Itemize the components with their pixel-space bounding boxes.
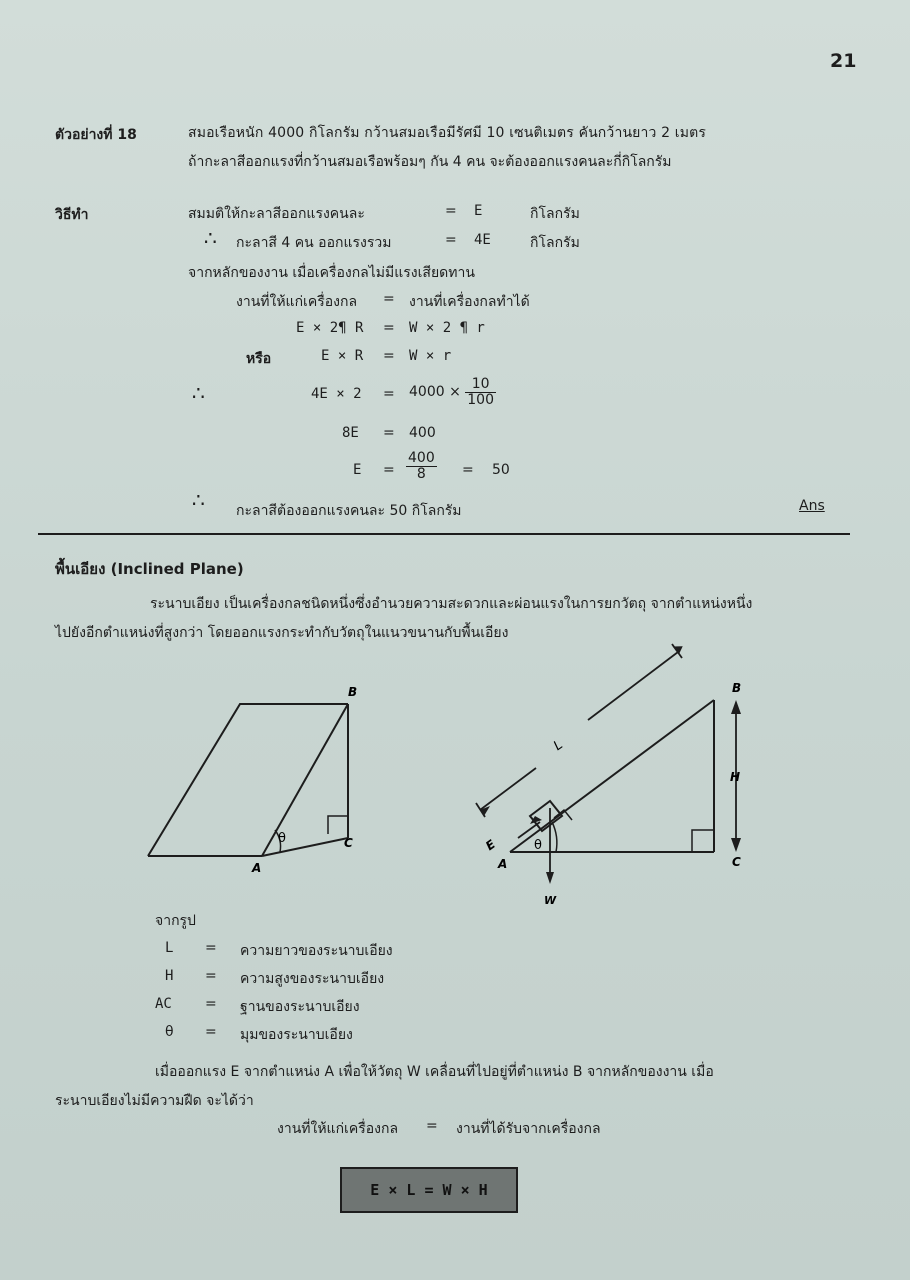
figure2-height-arrowhead-top xyxy=(731,700,741,714)
solution-step-1-text: สมมติให้กะลาสีออกแรงคนละ xyxy=(188,206,365,222)
solution-step-7-right-text: 4000 × xyxy=(409,384,461,401)
solution-step-5-left: E × 2¶ R xyxy=(296,320,364,336)
legend-intro: จากรูป xyxy=(155,913,196,929)
fraction-numerator: 10 xyxy=(465,377,496,393)
legend-eq: = xyxy=(205,940,217,956)
figure2-length-arrowhead-bottom xyxy=(480,806,490,816)
figure2-length-arrow-upper xyxy=(588,652,678,720)
figure2-label-a: A xyxy=(498,857,508,871)
legend-eq: = xyxy=(205,996,217,1012)
figure2-label-e: E xyxy=(483,837,498,854)
solution-step-2-value: 4E xyxy=(474,232,491,248)
therefore-symbol-2: ∴ xyxy=(192,381,205,405)
figure1-label-c: C xyxy=(344,836,353,850)
legend-description: ความสูงของระนาบเอียง xyxy=(240,971,385,987)
figure2-weight-arrowhead xyxy=(546,872,554,884)
figure2-length-arrowhead-top xyxy=(673,642,685,655)
legend-description: มุมของระนาบเอียง xyxy=(240,1027,353,1043)
solution-step-5-right: W × 2 ¶ r xyxy=(409,320,485,336)
or-label: หรือ xyxy=(246,351,272,367)
example-line-2: ถ้ากะลาสีออกแรงที่กว้านสมอเรือพร้อมๆ กัน 4 คน จะต้องออกแรงคนละกี่กิโลกรัม xyxy=(188,154,672,170)
answer-marker: Ans xyxy=(799,498,825,514)
section-title: พื้นเอียง (Inclined Plane) xyxy=(55,560,244,578)
figure2-force-e-arrow-line xyxy=(518,822,540,838)
figure1-ac-line xyxy=(262,838,348,856)
legend-description: ความยาวของระนาบเอียง xyxy=(240,943,393,959)
work-equation-right: งานที่ได้รับจากเครื่องกล xyxy=(456,1121,601,1137)
figure2-angle-arc xyxy=(552,822,557,852)
solution-step-9-eq: = xyxy=(383,462,395,478)
legend-symbol: θ xyxy=(165,1024,174,1040)
solution-step-4-eq: = xyxy=(383,291,395,307)
solution-step-7-right xyxy=(409,377,496,407)
legend-eq: = xyxy=(205,1024,217,1040)
figure2-label-w: W xyxy=(544,894,557,907)
therefore-symbol-3: ∴ xyxy=(192,488,205,512)
solution-step-5-eq: = xyxy=(383,320,395,336)
solution-step-6-eq: = xyxy=(383,348,395,364)
figure2-length-arrow-lower xyxy=(480,768,536,810)
section-paragraph-line-1: ระนาบเอียง เป็นเครื่องกลชนิดหนึ่งซึ่งอำนวยความสะดวกและผ่อนแรงในการยกวัตถุ จากตำแหน่งหนึ่ง xyxy=(150,596,753,612)
figure1-outline xyxy=(148,704,348,856)
figure2-right-angle xyxy=(692,830,714,852)
example-line-1: สมอเรือหนัก 4000 กิโลกรัม กว้านสมอเรือมีรัศมี 10 เซนติเมตร คันกว้านยาว 2 เมตร xyxy=(188,125,707,141)
solution-step-2-text: กะลาสี 4 คน ออกแรงรวม xyxy=(236,235,392,251)
boxed-formula: E × L = W × H xyxy=(340,1167,518,1213)
figure1-label-theta: θ xyxy=(278,831,286,846)
solution-step-3-text: จากหลักของงาน เมื่อเครื่องกลไม่มีแรงเสียดทาน xyxy=(188,265,475,281)
section-divider xyxy=(38,533,850,535)
solution-step-1-eq: = xyxy=(445,203,457,219)
figure2-label-c: C xyxy=(732,855,741,869)
solution-step-9-left: E xyxy=(353,462,362,478)
solution-conclusion: กะลาสีต้องออกแรงคนละ 50 กิโลกรัม xyxy=(236,503,462,519)
figure1-ab-line xyxy=(262,704,348,856)
solution-step-6-left: E × R xyxy=(321,348,364,364)
therefore-symbol-1: ∴ xyxy=(204,226,217,250)
figure2-label-b: B xyxy=(732,681,742,695)
solution-step-2-eq: = xyxy=(445,232,457,248)
conclusion-line-1: เมื่อออกแรง E จากตำแหน่ง A เพื่อให้วัตถุ W เคลื่อนที่ไปอยู่ที่ตำแหน่ง B จากหลักของงาน เมื่อ xyxy=(155,1064,714,1080)
solution-step-1-value: E xyxy=(474,203,483,219)
fraction-10-over-100 xyxy=(465,377,496,407)
solution-step-7-eq: = xyxy=(383,386,395,402)
figure2-label-theta: θ xyxy=(534,838,542,853)
fraction-denominator: 100 xyxy=(467,391,494,408)
fraction-denominator: 8 xyxy=(416,465,426,482)
example-label: ตัวอย่างที่ 18 xyxy=(55,127,137,143)
section-paragraph-line-2: ไปยังอีกตำแหน่งที่สูงกว่า โดยออกแรงกระทำกับวัตถุในแนวขนานกับพื้นเอียง xyxy=(55,625,509,641)
figure2-label-h: H xyxy=(730,770,741,784)
solution-step-8-left: 8E xyxy=(342,425,359,441)
legend-eq: = xyxy=(205,968,217,984)
solution-step-8-right: 400 xyxy=(409,425,436,441)
figure2-block-corner xyxy=(554,810,572,820)
legend-description: ฐานของระนาบเอียง xyxy=(240,999,360,1015)
solution-step-7-left: 4E × 2 xyxy=(311,386,362,402)
fraction-400-over-8 xyxy=(406,451,437,481)
solution-step-4-left: งานที่ให้แก่เครื่องกล xyxy=(236,294,358,310)
inclined-plane-figure-2 xyxy=(460,640,760,910)
legend-symbol: L xyxy=(165,940,174,956)
figure1-label-b: B xyxy=(348,685,358,699)
solution-step-8-eq: = xyxy=(383,425,395,441)
fraction-numerator: 400 xyxy=(408,450,435,466)
figure2-label-l: L xyxy=(551,737,566,754)
conclusion-line-2: ระนาบเอียงไม่มีความฝืด จะได้ว่า xyxy=(55,1093,254,1109)
legend-symbol: AC xyxy=(155,996,172,1012)
solution-label: วิธีทำ xyxy=(55,207,89,223)
solution-step-9-result: 50 xyxy=(492,462,510,478)
figure2-height-arrowhead-bottom xyxy=(731,838,741,852)
solution-step-1-unit: กิโลกรัม xyxy=(530,206,580,222)
solution-step-4-right: งานที่เครื่องกลทำได้ xyxy=(409,294,530,310)
legend-symbol: H xyxy=(165,968,174,984)
figure1-right-angle xyxy=(328,816,348,834)
solution-step-2-unit: กิโลกรัม xyxy=(530,235,580,251)
figure1-label-a: A xyxy=(252,861,262,875)
work-equation-left: งานที่ให้แก่เครื่องกล xyxy=(277,1121,399,1137)
solution-step-6-right: W × r xyxy=(409,348,452,364)
solution-step-9-eq2: = xyxy=(462,462,474,478)
page-number: 21 xyxy=(830,50,857,72)
inclined-plane-figure-1 xyxy=(130,680,370,880)
work-equation-sign: = xyxy=(426,1118,438,1134)
